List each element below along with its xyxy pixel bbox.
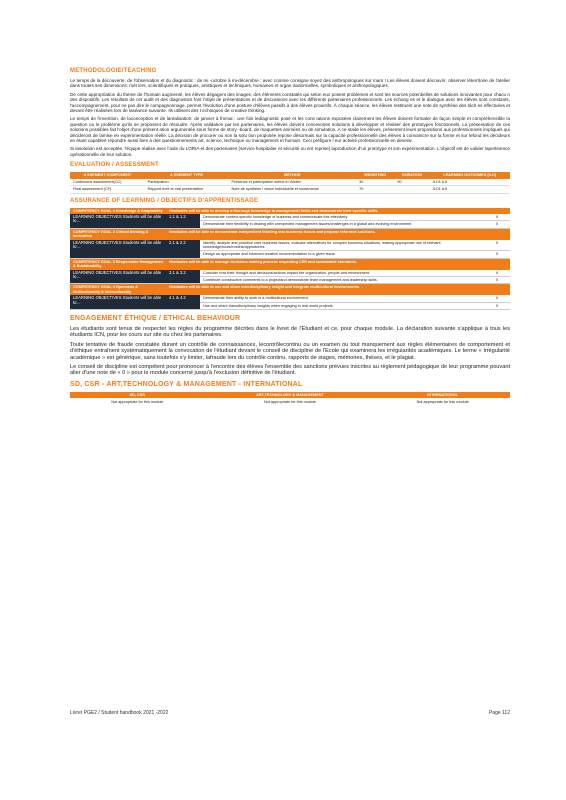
evaluation-table bbox=[70, 172, 510, 193]
objective-mark: X bbox=[484, 270, 510, 277]
competency-goal: COMPETENCY GOAL 1 Knowledge & Adaptability bbox=[70, 208, 166, 214]
competency-goal-row bbox=[70, 228, 510, 239]
footer-handbook-label: Livret PGE2 / Student handbook 2021 -2022 bbox=[70, 710, 169, 716]
methodology-title: METHODOLOGIE/TEACHING bbox=[70, 68, 157, 74]
eval-cell: Participation bbox=[145, 179, 229, 186]
csr-title: SD, CSR - ART,TECHNOLOGY & MANAGEMENT - INTERNATIONAL bbox=[70, 380, 303, 388]
competency-goal-row bbox=[70, 258, 510, 269]
objective-row bbox=[70, 295, 510, 302]
objective-mark: X bbox=[484, 251, 510, 258]
table-row bbox=[70, 398, 510, 406]
learning-objectives-label: LEARNING OBJECTIVES Students will be able to… bbox=[70, 270, 166, 284]
objective-codes: 3.1 & 3.2 bbox=[166, 270, 200, 284]
objective-row bbox=[70, 240, 510, 251]
objective-mark: X bbox=[484, 214, 510, 221]
eval-cell: Rapport écrit et oral presentation bbox=[145, 186, 229, 193]
csr-header-atm: ART,TECHNOLOGY & MANAGEMENT bbox=[205, 392, 376, 398]
objective-item: Demonstrate their ability to work in a multicultural environment. bbox=[200, 295, 484, 302]
objective-mark: X bbox=[484, 221, 510, 228]
csr-header-sd: SD, CSR bbox=[70, 392, 205, 398]
eval-header-method: METHOD bbox=[229, 172, 357, 178]
methodology-paragraph-2: De cette appropriation du thème de l'humain augmenté, les élèves dégagent des images, des éléments constatés qui selon eux posent problèmes et sont les sources potentielles de solutions innovantes pour chacu n des dispositifs. Les résultats de cet audit et des diagnostics font l'objet de présentations et de discussions avec les différents partenaires professionnels. Les échang es et le dialogue avec les élèves sont constants, l'accompagnement, pour ne pas dire le compagnonnage, permet l'évolution d'une posture d'élèves passifs à des élèves proactifs. À chaque séance, les élèves restituent une note de synthèse des tâch es effectuées et devant être réalisées lors de laséance suivante. Ils utilisent des t echniques de creative thinking. bbox=[70, 91, 510, 114]
objective-item: Consider how their thought and decisions/actions impact the organization, people and environment. bbox=[200, 270, 484, 277]
objective-item: Design an appropriate and informed creative recommendation to a given issue. bbox=[200, 251, 484, 258]
eval-cell: 90 bbox=[394, 179, 429, 186]
eval-header-duration: DURATION bbox=[394, 172, 429, 178]
eval-cell: Présence et participation active à l'Atelier bbox=[229, 179, 357, 186]
competency-goal: COMPETENCY GOAL 2 Critical thinking & Innovation bbox=[70, 228, 166, 239]
competency-goal-row bbox=[70, 284, 510, 295]
learning-objectives-label: LEARNING OBJECTIVES Students will be able to… bbox=[70, 240, 166, 259]
eval-cell bbox=[394, 186, 429, 193]
table-row bbox=[70, 186, 510, 193]
evaluation-title: EVALUATION / ASSESSMENT bbox=[70, 162, 159, 169]
engagement-paragraph-2: Toute tentative de fraude constatée durant un contrôle de connaissances, lecontrôlecontinu ou un examen ou tout manquement aux règles élémentaires de comportement et d'éthique entraînent systématiquement la convocation de l'étudiant devant le conseil de discipline de l'Ecole qui examinera les irrégularités académiques. Le terme « irrégularité académique » est générique, sans toutefois s'y limiter, lafraude lors du contrôle continu, rapports de stages, mémoires, thèses, et le plagiat. bbox=[70, 341, 510, 361]
eval-cell: Continuous assessment(CC) bbox=[70, 179, 145, 186]
competency-goal-description: Graduates will be able to use and share interdisciplinary insight and integrate multicultural environments. bbox=[166, 284, 510, 295]
objective-item: Contribute constructive comments to a projectand demonstrate team management and leadership skills. bbox=[200, 276, 484, 283]
csr-cell: Not appropriate for this module bbox=[263, 399, 317, 404]
competency-goal: COMPETENCY GOAL 3 Responsible Management & Sustainability bbox=[70, 258, 166, 269]
eval-cell: Final assessment (CF) bbox=[70, 186, 145, 193]
objective-mark: X bbox=[484, 276, 510, 283]
learning-objectives-label: LEARNING OBJECTIVES Students will be able to… bbox=[70, 214, 166, 228]
objective-item: Identify, analyze and prioritize core business issues, evaluate alternatives for complex business situations, making appropriate use of relevant knowledge/tools/models/approaches. bbox=[200, 240, 484, 251]
csr-cell: Not appropriate for this module bbox=[111, 399, 164, 404]
competency-goal: COMPETENCY GOAL 4 Openness & Multiculturality & Interculturality bbox=[70, 284, 166, 295]
objective-codes: 2.1 & 2.2 bbox=[166, 240, 200, 259]
methodology-paragraph-4: Si lasolution est acceptée, l'équipe réalise avec l'aide du LORIA et des partenaires (service hospitalier et sécurité ou ent reprise) laproduction d'un prototype et son expérimentation. L'objectif est de valider lapertinence opérationnelle de leur solution. bbox=[70, 146, 510, 157]
eval-cell: ILO1 à 6 bbox=[430, 179, 510, 186]
eval-header-component: A SSEMENT COMPONENT bbox=[70, 172, 145, 178]
eval-header-weighting: WEIGHTING bbox=[356, 172, 394, 178]
objective-item: Demonstrate context-specific knowledge of business and communicate this effectively. bbox=[200, 214, 484, 221]
eval-cell: 70 bbox=[356, 186, 394, 193]
objective-mark: X bbox=[484, 240, 510, 251]
objective-codes: 4.1 & 4.2 bbox=[166, 295, 200, 309]
objective-mark: X bbox=[484, 295, 510, 302]
csr-header-international: INTERNATIONAL bbox=[375, 392, 510, 398]
methodology-paragraph-1: Le temps de la découverte, de l'observation et du diagnostic : de mi -octobre à mi-décembre : avec comme consigne soyez des anthropologues sur mars ! Les élèves doivent découvrir, observer léterritoire de l'atelier dans toutes ses dimensions: mét iers, scientifiques et pratiques, artistiques et techniques, humaines et organ isationnelles, symboliques et anthropologiques. bbox=[70, 78, 510, 89]
engagement-paragraph-1: Les étudiants sont tenus de respecter les règles du programme décrites dans le livret de l'Etudiant et ce, pour chaque module. La déclaration suivante s'applique à tous les étudiants ICN, pour les cours sur site ou chez les partenaires. bbox=[70, 326, 510, 339]
objective-item: Demonstrate their flexibility in dealing with unexpected management issues/challenges in a global and evolving environment bbox=[200, 221, 484, 228]
objective-codes: 1.1 & 1.2 bbox=[166, 214, 200, 228]
eval-cell: Note de synthèse / vision individuelle et soutenance bbox=[229, 186, 357, 193]
competency-goal-description: Graduates will be able to demonstrate independent thinking into business issues and propose informed solutions. bbox=[166, 228, 510, 239]
competency-goal-description: Graduates will be able to manage decisions making process respecting CSR and sustainable standards. bbox=[166, 258, 510, 269]
csr-table bbox=[70, 392, 510, 406]
table-row bbox=[70, 179, 510, 186]
objective-item: Use and share transdisciplinary insights when engaging in real world projects. bbox=[200, 302, 484, 309]
objective-row bbox=[70, 270, 510, 277]
aol-table bbox=[70, 208, 510, 311]
csr-cell: Not appropriate for this module bbox=[416, 399, 469, 404]
engagement-title: ENGAGEMENT ÉTHIQUE / ETHICAL BEHAVIOUR bbox=[70, 315, 241, 322]
methodology-paragraph-3: Le temps de l'invention, de laconception et de laréalisation: de janvier à fmmai : une fois lediagnostic posé et les cons tations exposées clairement les élèves doivent formaler de façon simple et compréhensible la question ou le problème qu'ils se proposent de résoudre. Après validation par les partenaires, les élèves doivent concevoires solutions à développer et réaliser des prototypes fonctionnels. La présentation de ces solutions possibles fait l'objet d'une présent ation argumentée sous forme de story -board, de maquettes animées ou de simulation. A ce stade les élèves, présentent leurs propositions aux professionnels impliqués qui décideront de lamise en expérimentation réelle. La décision de procurer ou non la solu tion proposée repose désormais sur la capacité professionnelle des élèves à convaincre sur la forme et sur lefond les décideurs en étant capableè répondre aussi bien à des questionnements art, science, technique ou management et humain. Ceci préfigure l eur activité professionnelle en devenir. bbox=[70, 116, 510, 144]
eval-cell: 30 bbox=[356, 179, 394, 186]
competency-goal-description: Graduates will be able to develop a thorough knowledge in management fields and demonstrate their specific skills. bbox=[166, 208, 510, 214]
eval-cell: ILO1 à 6 bbox=[430, 186, 510, 193]
engagement-paragraph-3: Le conseil de discipline est compétent pour prononcer à l'encontre des élèves l'ensemble des sanctions prévues inscrites au règlement pédagogique de leur programme pouvant aller d'une note de « 0 » pour le module concerné jusqu'à l'exclusion définitive de l'étudiant. bbox=[70, 364, 510, 377]
eval-header-type: A SSEMENT TYPE bbox=[145, 172, 229, 178]
aol-title: ASSURANCE OF LEARNING / OBJECTIFS D'APPRENTISSAGE bbox=[70, 197, 259, 204]
page-number: Page 112 bbox=[488, 710, 510, 716]
objective-mark: X bbox=[484, 302, 510, 309]
objective-row bbox=[70, 214, 510, 221]
page-footer bbox=[70, 710, 510, 716]
learning-objectives-label: LEARNING OBJECTIVES Students will be able to… bbox=[70, 295, 166, 309]
document-page bbox=[70, 68, 510, 406]
eval-header-ilo: LEARNING OUTCOMES (ILO) bbox=[430, 172, 510, 178]
